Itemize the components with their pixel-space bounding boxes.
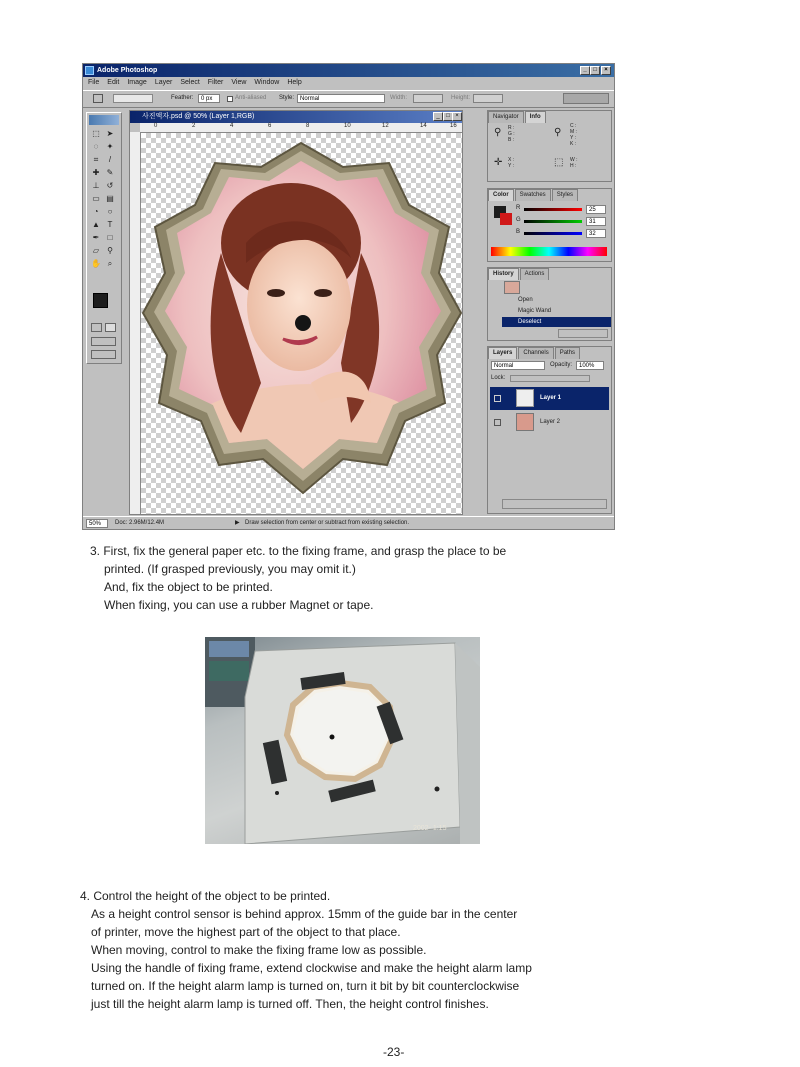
- eraser-tool-icon[interactable]: ▭: [92, 194, 100, 203]
- info-label: W :: [570, 157, 578, 163]
- info-label: H :: [570, 163, 577, 169]
- info-wh-labels: [570, 157, 578, 169]
- step3-line4: When fixing, you can use a rubber Magnet or tape.: [104, 598, 374, 612]
- blend-mode-select[interactable]: Normal: [491, 361, 545, 370]
- anti-aliased-label: Anti-aliased: [235, 95, 267, 101]
- tab-layers[interactable]: Layers: [488, 347, 517, 359]
- style-label: Style:: [279, 95, 295, 101]
- eye-icon[interactable]: [494, 419, 501, 426]
- eyedropper-tool-icon[interactable]: ⚲: [107, 246, 113, 255]
- tab-history[interactable]: History: [488, 268, 519, 280]
- standard-mode-icon[interactable]: [91, 323, 102, 332]
- palette-well[interactable]: [563, 93, 609, 104]
- document-title: 사진액자.psd @ 50% (Layer 1,RGB): [142, 113, 255, 120]
- history-panel: [487, 267, 612, 341]
- tab-swatches[interactable]: Swatches: [515, 189, 551, 201]
- tab-color[interactable]: Color: [488, 189, 514, 201]
- menu-file[interactable]: File: [88, 79, 100, 86]
- feather-input[interactable]: 0 px: [198, 94, 220, 103]
- blue-value-input[interactable]: 32: [586, 229, 606, 238]
- options-bar: [83, 90, 614, 108]
- info-label: Y :: [508, 163, 515, 169]
- photoshop-app-icon: [85, 66, 94, 75]
- step4-line6: turned on. If the height alarm lamp is turned on, turn it bit by bit counterclockwise: [91, 979, 520, 993]
- info-panel: [487, 110, 612, 182]
- width-input[interactable]: [413, 94, 443, 103]
- layer-thumbnail: [516, 389, 534, 407]
- quick-mask-mode-icon[interactable]: [105, 323, 116, 332]
- blue-slider[interactable]: [524, 232, 582, 235]
- menu-filter[interactable]: Filter: [207, 79, 224, 86]
- ruler-mark: 14: [420, 123, 427, 129]
- shape-tool-icon[interactable]: □: [107, 233, 113, 242]
- tab-actions[interactable]: Actions: [520, 268, 550, 280]
- doc-minimize-button[interactable]: _: [433, 112, 443, 121]
- picture-frame-artwork: [141, 133, 462, 514]
- history-item-magic-wand[interactable]: Magic Wand: [518, 308, 552, 314]
- layer-name: Layer 2: [540, 419, 561, 425]
- photo-timestamp: 2002- 1:15: [413, 825, 447, 832]
- maximize-button[interactable]: □: [590, 66, 600, 75]
- lasso-tool-icon[interactable]: ◌: [93, 142, 99, 151]
- info-label: R :: [508, 125, 515, 131]
- red-value-input[interactable]: 25: [586, 205, 606, 214]
- channel-label-g: G: [516, 217, 521, 223]
- marquee-tool-icon[interactable]: ⬚: [92, 129, 100, 138]
- width-label: Width:: [390, 95, 408, 101]
- anti-aliased-checkbox[interactable]: [227, 96, 233, 102]
- close-button[interactable]: ×: [601, 66, 611, 75]
- selection-mode-icons[interactable]: [113, 94, 153, 103]
- magic-wand-tool-icon[interactable]: ✦: [106, 142, 114, 151]
- style-select[interactable]: Normal: [297, 94, 385, 103]
- green-value-input[interactable]: 31: [586, 217, 606, 226]
- history-panel-buttons[interactable]: [558, 329, 608, 338]
- info-label: K :: [570, 141, 577, 147]
- menu-layer[interactable]: Layer: [154, 79, 173, 86]
- horizontal-ruler: [140, 123, 462, 133]
- vertical-ruler: [130, 132, 141, 514]
- step3-line1: 3. First, fix the general paper etc. to the fixing frame, and grasp the place to be: [90, 544, 507, 558]
- info-label: X :: [508, 157, 515, 163]
- step3-line2: printed. (If grasped previously, you may omit it.): [104, 562, 356, 576]
- channel-label-b: B: [516, 229, 521, 235]
- ruler-mark: 0: [154, 123, 158, 129]
- layers-panel: [487, 346, 612, 514]
- eyedropper-icon: ⚲: [494, 127, 502, 138]
- color-panel: [487, 188, 612, 262]
- step4-line3: of printer, move the highest part of the object to that place.: [91, 925, 401, 939]
- fixing-frame-illustration: [205, 637, 480, 844]
- hand-tool-icon[interactable]: ✋: [91, 259, 101, 268]
- ruler-mark: 10: [344, 123, 351, 129]
- face-shape: [247, 239, 351, 371]
- move-tool-icon[interactable]: ➤: [106, 129, 114, 138]
- ruler-mark: 2: [192, 123, 196, 129]
- history-item-deselect[interactable]: Deselect: [502, 317, 611, 327]
- app-title: Adobe Photoshop: [97, 67, 158, 74]
- page-number: -23-: [383, 1045, 405, 1059]
- photoshop-screenshot: [82, 63, 615, 530]
- document-canvas[interactable]: [141, 133, 462, 514]
- step4-line1: 4. Control the height of the object to be printed.: [80, 889, 331, 903]
- ruler-mark: 4: [230, 123, 234, 129]
- jump-to-imageready-icon[interactable]: [91, 350, 116, 359]
- info-xy-labels: [508, 157, 514, 169]
- height-input[interactable]: [473, 94, 503, 103]
- history-item-open[interactable]: Open: [518, 297, 533, 303]
- layers-panel-buttons[interactable]: [502, 499, 607, 509]
- foreground-color-swatch[interactable]: [93, 293, 108, 308]
- path-select-icon[interactable]: ▲: [92, 220, 100, 229]
- layer-name: Layer 1: [540, 395, 562, 401]
- tab-info[interactable]: Info: [525, 111, 546, 123]
- info-panel-tabs: [488, 111, 547, 122]
- crosshair-icon: ✛: [494, 157, 503, 168]
- menu-help[interactable]: Help: [287, 79, 302, 86]
- healing-brush-icon[interactable]: ✚: [92, 168, 100, 177]
- step4-line5: Using the handle of fixing frame, extend clockwise and make the height alarm lamp: [91, 961, 532, 975]
- doc-close-button[interactable]: ×: [452, 112, 462, 121]
- slice-tool-icon[interactable]: /: [108, 155, 112, 164]
- color-sliders: [516, 205, 610, 241]
- ruler-mark: 8: [306, 123, 310, 129]
- eye-icon[interactable]: [494, 395, 501, 402]
- feather-label: Feather:: [171, 95, 194, 101]
- app-title-bar: [83, 64, 614, 77]
- zoom-tool-icon[interactable]: ⌕: [107, 259, 113, 268]
- step4-line4: When moving, control to make the fixing frame low as possible.: [91, 943, 427, 957]
- info-label: G :: [508, 131, 515, 137]
- zoom-level-field[interactable]: 50%: [86, 519, 108, 528]
- layer-row-2[interactable]: [490, 411, 609, 434]
- gradient-tool-icon[interactable]: ▤: [106, 194, 114, 203]
- menu-select[interactable]: Select: [180, 79, 200, 86]
- layer-thumbnail: [516, 413, 534, 431]
- ruler-mark: 12: [382, 123, 389, 129]
- lock-label: Lock:: [491, 375, 506, 381]
- blur-tool-icon[interactable]: ◔: [93, 207, 99, 216]
- ruler-mark: 16: [450, 123, 457, 129]
- menu-bar: [83, 77, 614, 89]
- opacity-label: Opacity:: [550, 362, 573, 368]
- document-size: Doc: 2.96M/12.4M: [115, 520, 165, 526]
- notes-tool-icon[interactable]: ▱: [92, 246, 100, 255]
- eyedropper-icon: ⚲: [554, 127, 562, 138]
- document-title-bar: [130, 111, 462, 123]
- toolbox-logo: [89, 115, 119, 125]
- type-tool-icon[interactable]: T: [107, 220, 113, 229]
- menu-view[interactable]: View: [231, 79, 247, 86]
- menu-edit[interactable]: Edit: [107, 79, 120, 86]
- step3-line3: And, fix the object to be printed.: [104, 580, 273, 594]
- center-hole: [330, 735, 335, 740]
- layers-panel-tabs: [488, 347, 581, 358]
- layer-row-1[interactable]: [490, 387, 609, 410]
- pen-tool-icon[interactable]: ✒: [92, 233, 100, 242]
- tab-navigator[interactable]: Navigator: [488, 111, 524, 123]
- status-arrow-icon[interactable]: ▶: [235, 520, 240, 526]
- info-label: C :: [570, 123, 577, 129]
- menu-image[interactable]: Image: [127, 79, 147, 86]
- info-label: B :: [508, 137, 515, 143]
- green-slider[interactable]: [524, 220, 582, 223]
- ruler-mark: 6: [268, 123, 272, 129]
- menu-window[interactable]: Window: [254, 79, 280, 86]
- tab-styles[interactable]: Styles: [552, 189, 578, 201]
- crop-tool-icon[interactable]: ⌗: [93, 155, 99, 164]
- history-brush-icon[interactable]: ↺: [106, 181, 114, 190]
- color-bg-swatch[interactable]: [500, 213, 512, 225]
- step4-line7: just till the height alarm lamp is turned off. Then, the height control finishes.: [91, 997, 489, 1011]
- fixing-frame-photo: [205, 637, 480, 844]
- color-ramp[interactable]: [491, 247, 607, 256]
- clone-stamp-icon[interactable]: ⊥: [92, 181, 100, 190]
- step4-line2: As a height control sensor is behind approx. 15mm of the guide bar in the center: [91, 907, 518, 921]
- info-label: Y :: [570, 135, 577, 141]
- history-snapshot-thumbnail[interactable]: [504, 281, 520, 294]
- screen-mode-icons[interactable]: [91, 337, 116, 346]
- height-label: Height:: [451, 95, 471, 101]
- info-rgb-labels: [508, 125, 515, 143]
- marquee-tool-preset-icon[interactable]: [93, 94, 103, 103]
- tab-paths[interactable]: Paths: [555, 347, 580, 359]
- opacity-input[interactable]: 100%: [576, 361, 604, 370]
- status-hint: Draw selection from center or subtract from existing selection.: [245, 520, 410, 526]
- tab-channels[interactable]: Channels: [518, 347, 553, 359]
- lock-icons[interactable]: [510, 375, 590, 382]
- doc-maximize-button[interactable]: □: [443, 112, 453, 121]
- toolbox: [86, 112, 122, 364]
- info-cmyk-labels: [570, 123, 577, 147]
- selection-size-icon: ⬚: [554, 157, 564, 168]
- info-label: M :: [570, 129, 577, 135]
- brush-tool-icon[interactable]: ✎: [106, 168, 114, 177]
- history-panel-tabs: [488, 268, 550, 279]
- dodge-tool-icon[interactable]: ○: [107, 207, 113, 216]
- document-window: [129, 110, 463, 515]
- status-bar: [83, 516, 614, 530]
- channel-label-r: R: [516, 205, 521, 211]
- minimize-button[interactable]: _: [580, 66, 590, 75]
- color-panel-tabs: [488, 189, 579, 200]
- red-slider[interactable]: [524, 208, 582, 211]
- center-marker: [295, 315, 311, 331]
